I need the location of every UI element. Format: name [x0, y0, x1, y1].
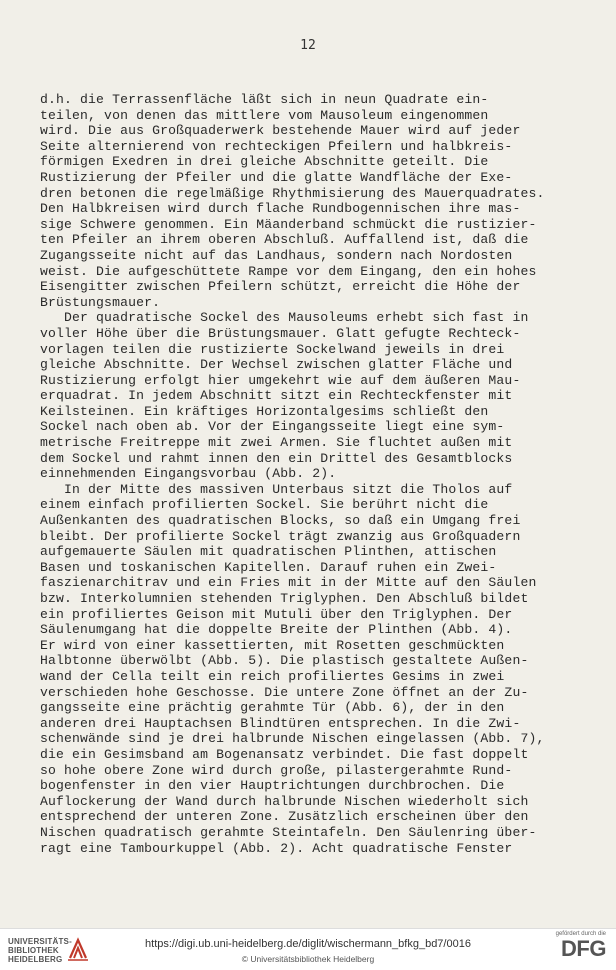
- text-line: so hohe obere Zone wird durch große, pilastergerahmte Rund-: [40, 762, 513, 778]
- text-line: anderen drei Hauptachsen Blindtüren entsprechen. In die Zwi-: [40, 715, 521, 731]
- text-line: Sockel nach oben ab. Vor der Eingangsseite liegt eine sym-: [40, 419, 505, 435]
- text-line: bogenfenster in den vier Hauptrichtungen durchbrochen. Die: [40, 778, 505, 794]
- text-line: Rustizierung der Pfeiler und die glatte Wandfläche der Exe-: [40, 169, 513, 185]
- text-line: ragt eine Tambourkuppel (Abb. 2). Acht quadratische Fenster: [40, 840, 513, 856]
- viewer-footer: [0, 928, 616, 970]
- text-line: Rustizierung erfolgt hier umgekehrt wie auf dem äußeren Mau-: [40, 372, 521, 388]
- text-line: weist. Die aufgeschüttete Rampe vor dem Eingang, den ein hohes: [40, 263, 537, 279]
- copyright-notice: © Universitätsbibliothek Heidelberg: [241, 954, 375, 964]
- text-line: d.h. die Terrassenfläche läßt sich in neun Quadrate ein-: [40, 92, 489, 107]
- text-line: bleibt. Der profilierte Sockel trägt zwanzig aus Großquadern: [40, 528, 521, 544]
- text-line: Basen und toskanischen Kapitellen. Darauf ruhen ein Zwei-: [40, 559, 497, 575]
- text-line: erquadrat. In jedem Abschnitt sitzt ein Rechteckfenster mit: [40, 388, 513, 404]
- text-line: Außenkanten des quadratischen Blocks, so daß ein Umgang frei: [40, 513, 521, 529]
- text-line: Auflockerung der Wand durch halbrunde Nischen wiederholt sich: [40, 793, 529, 809]
- permalink-url[interactable]: https://digi.ub.uni-heidelberg.de/diglit/wischermann_bfkg_bd7/0016: [145, 938, 471, 950]
- text-line: dem Sockel und rahmt innen den ein Drittel des Gesamtblocks: [40, 450, 513, 466]
- text-line: vorlagen teilen die rustizierte Sockelwand jeweils in drei: [40, 341, 505, 357]
- text-line: entsprechend der unteren Zone. Zusätzlich erscheinen über den: [40, 809, 529, 825]
- body-text: [40, 92, 585, 856]
- text-line: dren betonen die regelmäßige Rhythmisierung des Mauerquadrates.: [40, 185, 545, 201]
- text-line: In der Mitte des massiven Unterbaus sitzt die Tholos auf: [40, 481, 513, 497]
- text-line: Eisengitter zwischen Pfeilern schützt, erreicht die Höhe der: [40, 279, 521, 295]
- text-line: gangsseite eine prächtig gerahmte Tür (Abb. 6), der in den: [40, 700, 505, 716]
- dfg-logo[interactable]: [546, 931, 606, 967]
- text-line: sige Schwere genommen. Ein Mäanderband schmückt die rustizier-: [40, 216, 537, 232]
- text-line: aufgemauerte Säulen mit quadratischen Plinthen, attischen: [40, 544, 497, 560]
- text-line: verschieden hohe Geschosse. Die untere Zone öffnet an der Zu-: [40, 684, 529, 700]
- page-number: 12: [300, 38, 316, 53]
- dfg-wordmark: DFG: [561, 936, 606, 961]
- text-line: die ein Gesimsband am Bogenansatz verbindet. Die fast doppelt: [40, 746, 529, 762]
- text-line: gleiche Abschnitte. Der Wechsel zwischen glatter Fläche und: [40, 357, 513, 373]
- text-line: bzw. Interkolumnien stehenden Triglyphen. Den Abschluß bildet: [40, 591, 529, 606]
- text-line: förmigen Exedren in drei gleiche Abschnitte geteilt. Die: [40, 154, 489, 170]
- text-line: Der quadratische Sockel des Mausoleums erhebt sich fast in: [40, 310, 529, 326]
- text-line: teilen, von denen das mittlere vom Mausoleum eingenommen: [40, 107, 489, 123]
- text-line: Nischen quadratisch gerahmte Steintafeln. Den Säulenring über-: [40, 824, 537, 840]
- text-line: Zugangsseite nicht auf das Landhaus, sondern nach Nordosten: [40, 247, 513, 263]
- text-line: ein profiliertes Geison mit Mutuli über den Triglyphen. Der: [40, 606, 513, 622]
- text-line: einnehmenden Eingangsvorbau (Abb. 2).: [40, 466, 337, 482]
- text-line: faszienarchitrav und ein Fries mit in der Mitte auf den Säulen: [40, 575, 537, 591]
- text-line: metrische Freitreppe mit zwei Armen. Sie fluchtet außen mit: [40, 435, 513, 451]
- text-line: Seite alternierend von rechteckigen Pfeilern und halbkreis-: [40, 138, 513, 154]
- text-line: ten Pfeiler an ihrem oberen Abschluß. Auffallend ist, daß die: [40, 232, 529, 248]
- library-name-line1: UNIVERSITÄTS-: [8, 937, 72, 946]
- text-line: Brüstungsmauer.: [40, 294, 161, 310]
- text-line: Säulenumgang hat die doppelte Breite der Plinthen (Abb. 4).: [40, 622, 513, 638]
- text-line: Keilsteinen. Ein kräftiges Horizontalgesims schließt den: [40, 403, 489, 419]
- text-line: wird. Die aus Großquaderwerk bestehende Mauer wird auf jeder: [40, 123, 521, 139]
- text-line: Er wird von einer kassettierten, mit Rosetten geschmückten: [40, 637, 505, 653]
- text-line: voller Höhe über die Brüstungsmauer. Glatt gefugte Rechteck-: [40, 325, 521, 341]
- text-line: einem einfach profilierten Sockel. Sie berührt nicht die: [40, 497, 489, 513]
- library-name-line3: HEIDELBERG: [8, 955, 63, 964]
- text-line: wand der Cella teilt ein reich profiliertes Gesims in zwei: [40, 668, 505, 684]
- text-line: Halbtonne überwölbt (Abb. 5). Die plastisch gestaltete Außen-: [40, 653, 529, 669]
- library-name-line2: BIBLIOTHEK: [8, 946, 59, 955]
- text-line: schenwände sind je drei halbrunde Nischen eingelassen (Abb. 7),: [40, 731, 545, 747]
- funding-label: gefördert durch die: [555, 931, 606, 937]
- text-line: Den Halbkreisen wird durch flache Rundbogennischen ihre mas-: [40, 201, 521, 217]
